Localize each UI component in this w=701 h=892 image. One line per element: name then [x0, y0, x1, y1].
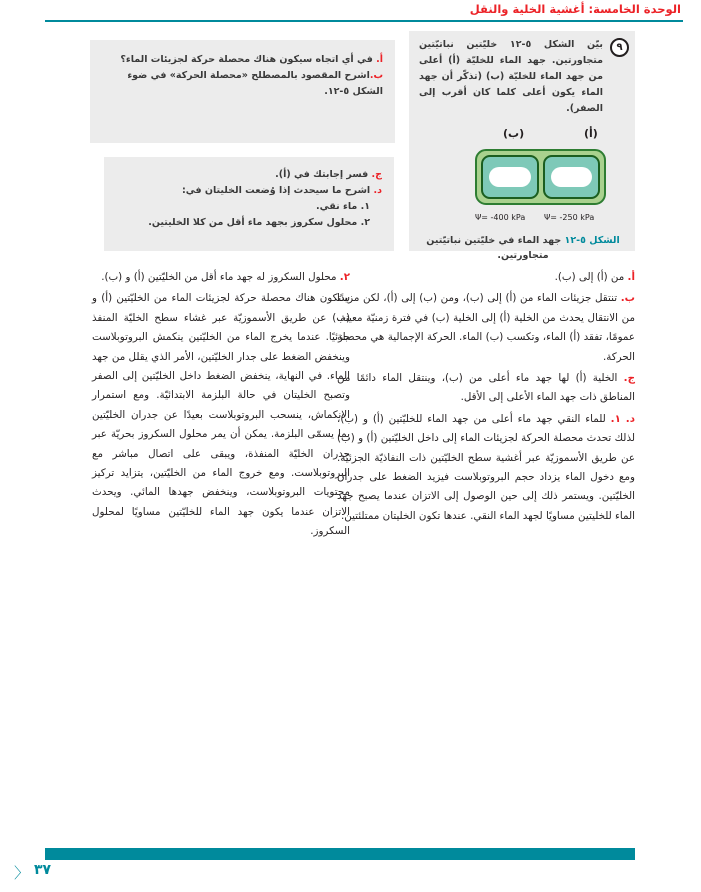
subquestions-box-2 [104, 157, 394, 251]
subquestion-d2: ٢. محلول سكروز بجهد ماء أقل من كلا الخليتين. [148, 217, 370, 228]
subquestion-b: ب.اشرح المقصود بالمصطلح «محصلة الحركة» في ضوء الشكل ٥-١٢. [127, 70, 383, 97]
subquestion-d1: ١. ماء نقي. [316, 201, 370, 212]
answer-c: ج. الخلية (أ) لها جهد ماء أعلى من (ب)، وينتقل الماء دائمًا من المناطق ذات جهد الماء الأعلى إلى الأقل. [337, 372, 635, 404]
subquestions-box-1 [90, 40, 395, 143]
page-chevron-icon: 〈 [14, 864, 30, 882]
plant-cells-diagram [475, 149, 606, 205]
subquestion-d: د. اشرح ما سيحدث إذا وُضعت الخليتان في: [181, 185, 382, 196]
answer-d2-head: ٢. محلول السكروز له جهد ماء أقل من الخليّتين (أ) و (ب). [101, 271, 350, 283]
question-text: بيّن الشكل ٥-١٢ خليّتين نباتيّتين متجاورتين. جهد الماء للخليّة (أ) أعلى من جهد الماء للخليّة (ب) (تذكّر أن جهد الماء يكون أعلى كلما كان أقرب إلى الصفر). [419, 39, 603, 114]
figure-caption-number: الشكل ٥-١٢ [564, 235, 620, 246]
subquestion-c: ج. فسر إجابتك في (أ). [275, 169, 382, 180]
question-box [409, 31, 635, 261]
water-potential-a: Ψ= -250 kPa [544, 213, 595, 222]
cell-label-b: (ب) [503, 127, 525, 140]
figure-cells [419, 121, 627, 241]
answer-d2-text: ستكون هناك محصلة حركة لجزيئات الماء من الخليّتين (أ) و (ب) عن طريق الأسموزيّة عبر غشاء سطح الخليّة المنفذ جزئيًا. عندما يخرج الماء من الخليّتين ينكمش البروتوبلاست وينخفض الضغط على جدار الخليّتين، الأمر الذي يقلل من جهد الماء. في النهاية، ينخفض الضغط داخل الخليّتين إلى الصفر وتصبح الخليتان في حالة البلزمة الابتدائيّة. ومع استمرار الانكماش، ينسحب البروتوبلاست بعيدًا عن جدران الخليّتين بما يسمّى البلزمة. يمكن أن يمر محلول السكروز بحريّة عبر جدران الخليّة المنفذة، ويبقى على اتصال مباشر مع البروتوبلاست. ومع خروج الماء من الخليّتين، يتزايد تركيز محتويات البروتوبلاست، وينخفض جهدها المائي. ويحدث الاتزان عندما يكون جهد الماء للخليّتين مساويًا لمحلول السكروز. [92, 292, 350, 538]
cell-b [543, 155, 601, 199]
vacuole-a [489, 167, 531, 187]
subquestion-a: أ. في أي اتجاه سيكون هناك محصلة حركة لجزيئات الماء؟ [120, 54, 383, 65]
header-title: الوحدة الخامسة: أغشية الخلية والنقل [469, 2, 681, 16]
cell-label-a: (أ) [584, 127, 598, 140]
water-potential-b: Ψ= -400 kPa [475, 213, 526, 222]
figure-caption-text: جهد الماء في خليّتين نباتيّتين متجاورتين. [426, 235, 562, 261]
header-rule [45, 20, 683, 22]
page-number: ٣٧ [34, 862, 52, 878]
answers-left-column [92, 268, 350, 544]
cell-a [481, 155, 539, 199]
footer-bar [45, 848, 635, 860]
answer-b: ب. تنتقل جزيئات الماء من (أ) إلى (ب)، ومن (ب) إلى (أ)، لكن مزيدًا من الانتقال يحدث من الخلية (أ) إلى الخلية (ب) في فترة زمنيّة معينة. عمومًا، تفقد (أ) الماء، وتكسب (ب) الماء. الحركة الإجمالية هي محصلة الحركة. [337, 292, 636, 363]
vacuole-b [551, 167, 593, 187]
answer-a: أ. من (أ) إلى (ب). [554, 271, 635, 283]
question-number: ٩ [610, 38, 629, 57]
answer-d1: د. ١. للماء النقي جهد ماء أعلى من جهد الماء للخليّتين (أ) و (ب)، لذلك تحدث محصلة الحركة لجزيئات الماء إلى داخل الخليّتين (أ) و (ب) عن طريق الأسموزيّة عبر أغشية سطح الخليّتين ذات النفاذيّة الجزئيّة. ومع دخول الماء يزداد حجم البروتوبلاست فيزيد الضغط على جدران الخليّتين. ويستمر ذلك إلى حين الوصول إلى الاتزان عندما يصبح جهد الماء للخليتين مساويًا لجهد الماء النقي. عندها تكون الخليتان ممتلئتين. [337, 412, 635, 522]
answers-right-column [337, 268, 635, 528]
